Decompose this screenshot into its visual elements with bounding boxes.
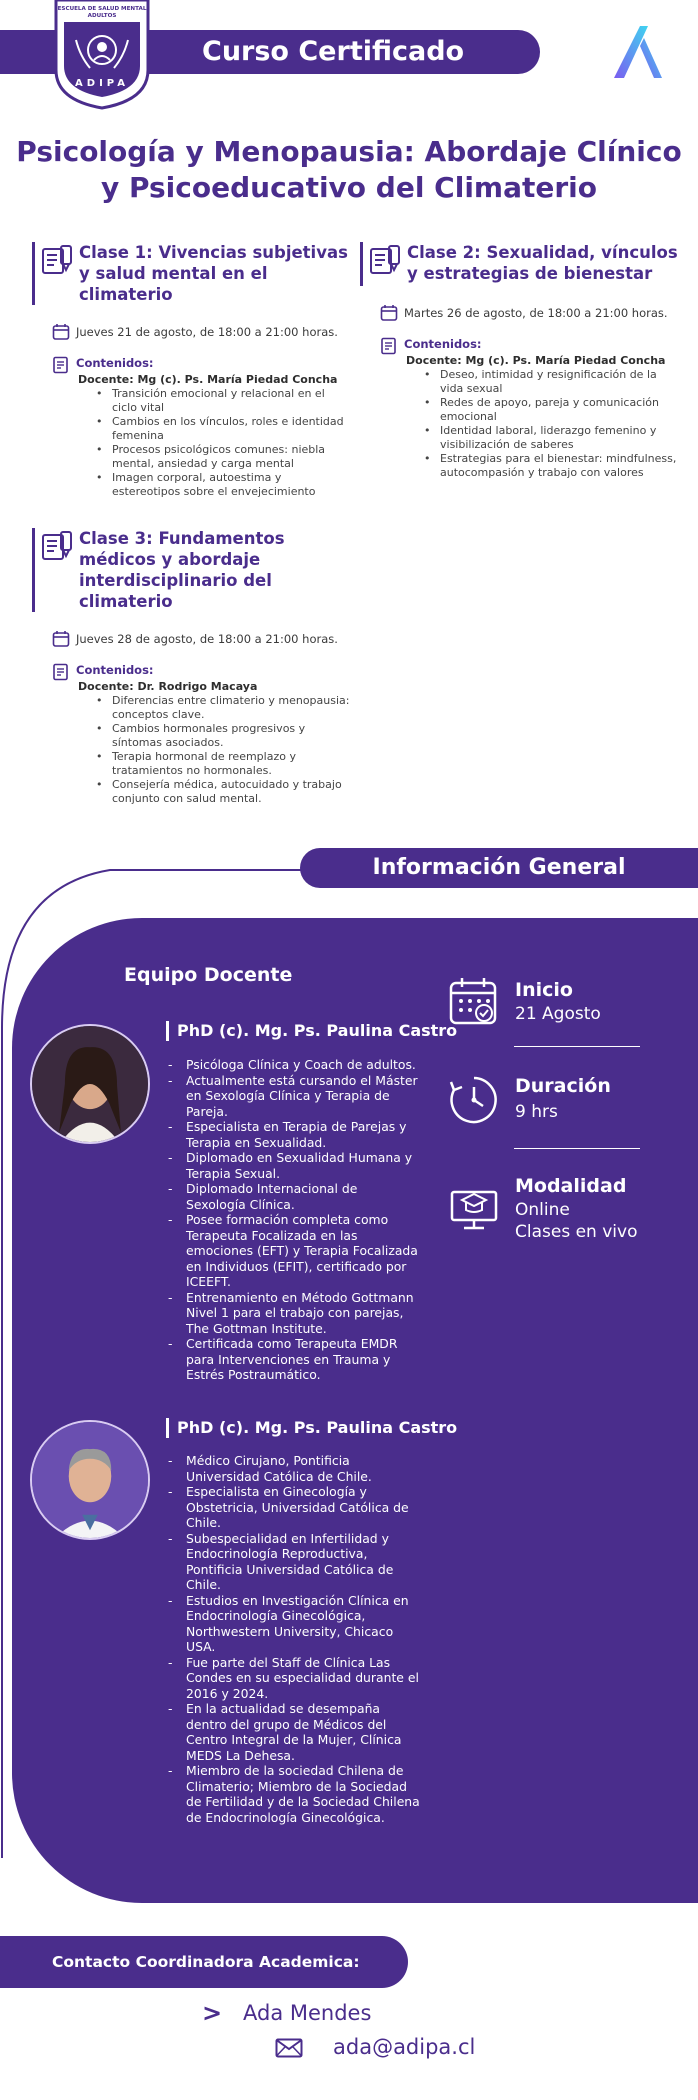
class-3-items (96, 694, 352, 806)
document-icon (52, 663, 70, 681)
list-item: - En la actualidad se desempaña dentro del grupo de Médicos del Centro Integral de la Mujer, Clínica MEDS La Dehesa. (168, 1701, 420, 1763)
calendar-icon (448, 976, 500, 1028)
list-item: - Miembro de la sociedad Chilena de Climaterio; Miembro de la Sociedad de Fertilidad y de la Sociedad Chilena de Endocrinología Ginecológica. (168, 1763, 420, 1825)
class-2-docente: Docente: Mg (c). Ps. María Piedad Concha (406, 354, 666, 367)
list-item: • Identidad laboral, liderazgo femenino y visibilización de saberes (424, 424, 680, 452)
book-icon (41, 530, 73, 562)
class-1-contents (32, 355, 352, 499)
list-item: • Deseo, intimidad y resignificación de la vida sexual (424, 368, 680, 396)
team-title: Equipo Docente (124, 964, 293, 986)
list-item: - Fue parte del Staff de Clínica Las Condes en su especialidad durante el 2016 y 2024. (168, 1655, 420, 1702)
list-item: - Certificada como Terapeuta EMDR para Intervenciones en Trauma y Estrés Postraumático. (168, 1336, 420, 1383)
list-item: • Consejería médica, autocuidado y trabajo conjunto con salud mental. (96, 778, 352, 806)
class-2-date-text: Martes 26 de agosto, de 18:00 a 21:00 horas. (404, 306, 668, 320)
shield-crest-icon (50, 0, 154, 110)
class-1 (32, 242, 352, 499)
list-item: • Cambios en los vínculos, roles e identidad femenina (96, 415, 352, 443)
list-item: - Entrenamiento en Método Gottmann Nivel 1 para el trabajo con parejas, The Gottman Institute. (168, 1290, 420, 1337)
class-2-title: Clase 2: Sexualidad, vínculos y estrategias de bienestar (407, 243, 678, 283)
book-icon (41, 244, 73, 276)
contact-email-link[interactable]: ada@adipa.cl (333, 2035, 476, 2059)
list-item: • Imagen corporal, autoestima y estereotipos sobre el envejecimiento (96, 471, 352, 499)
info-duracion (448, 1072, 648, 1132)
list-item: - Actualmente está cursando el Máster en Sexología Clínica y Terapia de Pareja. (168, 1073, 420, 1120)
list-item: - Psicóloga Clínica y Coach de adultos. (168, 1057, 420, 1073)
class-2-date (360, 304, 680, 322)
list-item: - Especialista en Ginecología y Obstetricia, Universidad Católica de Chile. (168, 1484, 420, 1531)
inicio-label: Inicio (515, 979, 573, 1001)
info-modalidad (448, 1174, 648, 1244)
document-icon (380, 337, 398, 355)
class-1-contents-label: Contenidos: (76, 356, 154, 370)
class-3 (32, 528, 352, 806)
list-item: • Transición emocional y relacional en el ciclo vital (96, 387, 352, 415)
calendar-icon (380, 304, 398, 322)
contact-name: Ada Mendes (243, 2001, 372, 2025)
mail-icon (275, 2038, 303, 2058)
page-title-line-1: Psicología y Menopausia: Abordaje Clínico (16, 135, 682, 168)
logo-top-text: ESCUELA DE SALUD MENTAL (57, 6, 147, 12)
list-item: - Médico Cirujano, Pontificia Universidad Católica de Chile. (168, 1453, 420, 1484)
adipa-a-logo-icon (610, 22, 670, 82)
modalidad-value-1: Online (515, 1200, 570, 1220)
list-item: - Posee formación completa como Terapeuta Focalizada en las emociones (EFT) y Terapia Focalizada en Individuos (EFIT), certificado por ICEEFT. (168, 1212, 420, 1290)
list-item: • Redes de apoyo, pareja y comunicación emocional (424, 396, 680, 424)
list-item: • Estrategias para el bienestar: mindfulness, autocompasión y trabajo con valores (424, 452, 680, 480)
chevron-right-icon: > (202, 1999, 223, 2027)
logo-top-text-2: ADULTOS (87, 13, 117, 19)
modalidad-value-2: Clases en vivo (515, 1222, 638, 1242)
banner-title: Curso Certificado (202, 36, 465, 67)
list-item: - Subespecialidad en Infertilidad y Endocrinología Reproductiva, Pontificia Universidad Católica de Chile. (168, 1531, 420, 1593)
page-title (14, 134, 684, 206)
list-item: - Estudios en Investigación Clínica en Endocrinología Ginecológica, Northwestern University, Chicaco USA. (168, 1593, 420, 1655)
info-inicio (448, 976, 648, 1036)
class-3-contents (32, 662, 352, 806)
logo-bottom-text: ADIPA (75, 78, 129, 89)
info-general-title: Información General (372, 855, 626, 880)
doctor-2-name: PhD (c). Mg. Ps. Paulina Castro (166, 1418, 457, 1438)
class-1-date-text: Jueves 21 de agosto, de 18:00 a 21:00 horas. (76, 325, 338, 339)
class-3-header (32, 528, 352, 612)
list-item: - Diplomado Internacional de Sexología Clínica. (168, 1181, 420, 1212)
book-icon (369, 244, 401, 276)
inicio-value: 21 Agosto (515, 1004, 601, 1024)
doctor-1-items (168, 1057, 420, 1383)
divider (514, 1046, 640, 1047)
class-2-contents-label: Contenidos: (404, 337, 482, 351)
list-item: - Especialista en Terapia de Parejas y Terapia en Sexualidad. (168, 1119, 420, 1150)
class-1-header (32, 242, 352, 305)
class-2-contents (360, 336, 680, 480)
avatar (30, 1024, 150, 1144)
list-item: • Cambios hormonales progresivos y síntomas asociados. (96, 722, 352, 750)
duracion-value: 9 hrs (515, 1102, 558, 1122)
divider (514, 1148, 640, 1149)
list-item: • Procesos psicológicos comunes: niebla mental, ansiedad y carga mental (96, 443, 352, 471)
class-1-date (32, 323, 352, 341)
class-2-header (360, 242, 680, 286)
modalidad-label: Modalidad (515, 1175, 627, 1197)
class-2-items (424, 368, 680, 480)
class-3-date-text: Jueves 28 de agosto, de 18:00 a 21:00 horas. (76, 632, 338, 646)
list-item: • Diferencias entre climaterio y menopausia: conceptos clave. (96, 694, 352, 722)
class-1-docente: Docente: Mg (c). Ps. María Piedad Concha (78, 373, 338, 386)
doctor-2-items (168, 1453, 420, 1825)
calendar-icon (52, 323, 70, 341)
document-icon (52, 356, 70, 374)
list-item: • Terapia hormonal de reemplazo y tratamientos no hormonales. (96, 750, 352, 778)
clock-icon (448, 1074, 500, 1126)
class-1-title: Clase 1: Vivencias subjetivas y salud mental en el climaterio (79, 243, 348, 304)
doctor-1-name: PhD (c). Mg. Ps. Paulina Castro (166, 1021, 457, 1041)
class-3-title: Clase 3: Fundamentos médicos y abordaje interdisciplinario del climaterio (79, 529, 285, 611)
duracion-label: Duración (515, 1075, 611, 1097)
class-3-date (32, 630, 352, 648)
class-1-items (96, 387, 352, 499)
list-item: - Diplomado en Sexualidad Humana y Terapia Sexual. (168, 1150, 420, 1181)
class-3-docente: Docente: Dr. Rodrigo Macaya (78, 680, 258, 693)
online-class-icon (448, 1180, 500, 1232)
page-title-line-2: y Psicoeducativo del Climaterio (100, 171, 597, 204)
contact-label: Contacto Coordinadora Academica: (52, 1953, 360, 1971)
avatar (30, 1420, 150, 1540)
class-3-contents-label: Contenidos: (76, 663, 154, 677)
calendar-icon (52, 630, 70, 648)
class-2 (360, 242, 680, 480)
